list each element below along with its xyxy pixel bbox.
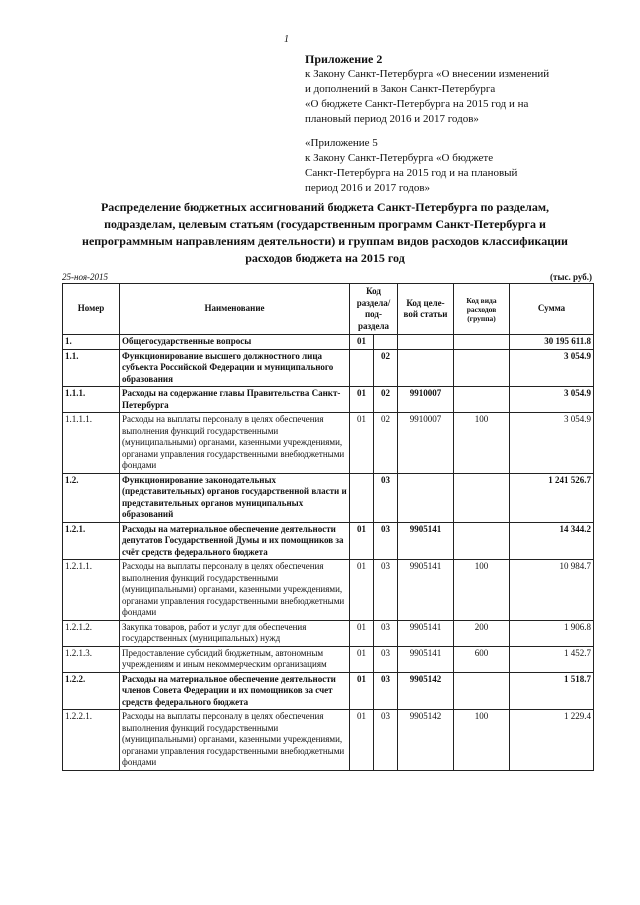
row-expense-type [454,522,510,560]
annex-line: к Закону Санкт-Петербурга «О внесении изменений [305,68,550,80]
column-header-article: Код целе- вой статьи [398,284,454,335]
row-article-code: 9905141 [398,560,454,621]
row-name: Функционирование законодательных (представительных) органов государственной власти и представительных органов муниципальных образований [120,473,350,522]
row-name: Функционирование высшего должностного лица субъекта Российской Федерации и муниципального образования [120,349,350,387]
row-subsection-code: 03 [374,560,398,621]
row-article-code [398,349,454,387]
row-sum: 3 054.9 [510,387,594,413]
annex-sub-line: «Приложение 5 [305,137,378,149]
title-line: непрограммным направлениям деятельности) и группам видов расходов классификации [82,234,568,248]
row-sum: 1 518.7 [510,672,594,710]
row-section-code [350,473,374,522]
annex-sub-line: к Закону Санкт-Петербурга «О бюджете [305,152,494,164]
row-article-code [398,473,454,522]
row-sum: 1 229.4 [510,710,594,771]
title-line: расходов бюджета на 2015 год [245,251,405,265]
row-subsection-code: 03 [374,620,398,646]
table-row [63,672,594,710]
column-header-section: Код раздела/ под- раздела [350,284,398,335]
annex-line: и дополнений в Закон Санкт-Петербурга [305,83,496,95]
row-article-code: 9910007 [398,413,454,474]
budget-table [62,283,594,771]
row-number: 1.1.1. [63,387,120,413]
row-number: 1.2.1.1. [63,560,120,621]
row-section-code: 01 [350,560,374,621]
row-name: Расходы на материальное обеспечение деятельности членов Совета Федерации и их помощников за счет средств федерального бюджета [120,672,350,710]
annex-sub-line: Санкт-Петербурга на 2015 год и на плановый [305,167,518,179]
row-expense-type: 600 [454,646,510,672]
row-number: 1.2.1. [63,522,120,560]
row-section-code: 01 [350,522,374,560]
row-article-code: 9910007 [398,387,454,413]
row-section-code: 01 [350,387,374,413]
row-name: Расходы на выплаты персоналу в целях обеспечения выполнения функций государственными (муниципальными) органами, казенными учреждениями, органами управления государственными внебюджетными фондами [120,413,350,474]
column-header-expense-type: Код вида расходов (группа) [454,284,510,335]
row-sum: 1 452.7 [510,646,594,672]
row-subsection-code: 02 [374,387,398,413]
row-number: 1.2. [63,473,120,522]
annex-line: «О бюджете Санкт-Петербурга на 2015 год и на [305,98,529,110]
row-article-code: 9905141 [398,646,454,672]
row-number: 1.1.1.1. [63,413,120,474]
document-date: 25-ноя-2015 [62,272,109,282]
row-section-code: 01 [350,413,374,474]
annex-title: Приложение 2 [305,52,383,66]
annex-sub-line: период 2016 и 2017 годов» [305,182,431,194]
row-section-code: 01 [350,672,374,710]
table-row [63,522,594,560]
row-section-code: 01 [350,646,374,672]
row-number: 1.2.1.3. [63,646,120,672]
row-name: Расходы на выплаты персоналу в целях обеспечения выполнения функций государственными (муниципальными) органами, казенными учреждениями, органами управления государственными внебюджетными фондами [120,560,350,621]
row-expense-type [454,349,510,387]
units-label: (тыс. руб.) [550,272,592,282]
row-subsection-code: 02 [374,413,398,474]
row-sum: 3 054.9 [510,413,594,474]
row-section-code: 01 [350,710,374,771]
row-sum: 10 984.7 [510,560,594,621]
row-section-code: 01 [350,335,374,350]
page-number: 1 [284,34,289,45]
row-subsection-code: 03 [374,710,398,771]
row-expense-type: 100 [454,413,510,474]
row-name: Предоставление субсидий бюджетным, автономным учреждениям и иным некоммерческим организациям [120,646,350,672]
column-header-sum: Сумма [510,284,594,335]
row-expense-type [454,387,510,413]
row-sum: 3 054.9 [510,349,594,387]
row-sum: 30 195 611.8 [510,335,594,350]
row-subsection-code: 03 [374,672,398,710]
document-title [55,199,595,267]
row-number: 1.2.2. [63,672,120,710]
row-number: 1.2.2.1. [63,710,120,771]
column-header-name: Наименование [120,284,350,335]
row-expense-type [454,473,510,522]
row-sum: 1 241 526.7 [510,473,594,522]
row-section-code [350,349,374,387]
table-row [63,560,594,621]
row-subsection-code: 02 [374,349,398,387]
row-section-code: 01 [350,620,374,646]
title-line: подразделам, целевым статьям (государственным программ Санкт-Петербурга и [104,217,546,231]
row-expense-type: 100 [454,710,510,771]
title-line: Распределение бюджетных ассигнований бюджета Санкт-Петербурга по разделам, [100,200,550,214]
table-row [63,413,594,474]
annex-header [305,52,605,196]
row-sum: 14 344.2 [510,522,594,560]
table-row [63,387,594,413]
table-row [63,335,594,350]
row-number: 1.1. [63,349,120,387]
row-article-code: 9905141 [398,522,454,560]
row-expense-type: 100 [454,560,510,621]
row-article-code: 9905141 [398,620,454,646]
row-name: Расходы на материальное обеспечение деятельности депутатов Государственной Думы и их помощников за счёт средств федерального бюджета [120,522,350,560]
row-expense-type: 200 [454,620,510,646]
row-number: 1.2.1.2. [63,620,120,646]
table-row [63,620,594,646]
row-subsection-code: 03 [374,646,398,672]
row-sum: 1 906.8 [510,620,594,646]
row-expense-type [454,672,510,710]
table-row [63,473,594,522]
table-row [63,349,594,387]
row-name: Расходы на выплаты персоналу в целях обеспечения выполнения функций государственными (муниципальными) органами, казенными учреждениями, органами управления государственными внебюджетными фондами [120,710,350,771]
column-header-number: Номер [63,284,120,335]
row-subsection-code: 03 [374,522,398,560]
row-subsection-code [374,335,398,350]
row-name: Общегосударственные вопросы [120,335,350,350]
row-article-code: 9905142 [398,672,454,710]
table-row [63,646,594,672]
table-row [63,710,594,771]
row-subsection-code: 03 [374,473,398,522]
row-article-code: 9905142 [398,710,454,771]
row-article-code [398,335,454,350]
row-name: Закупка товаров, работ и услуг для обеспечения государственных (муниципальных) нужд [120,620,350,646]
row-name: Расходы на содержание главы Правительства Санкт-Петербурга [120,387,350,413]
row-expense-type [454,335,510,350]
annex-line: плановый период 2016 и 2017 годов» [305,113,479,125]
row-number: 1. [63,335,120,350]
